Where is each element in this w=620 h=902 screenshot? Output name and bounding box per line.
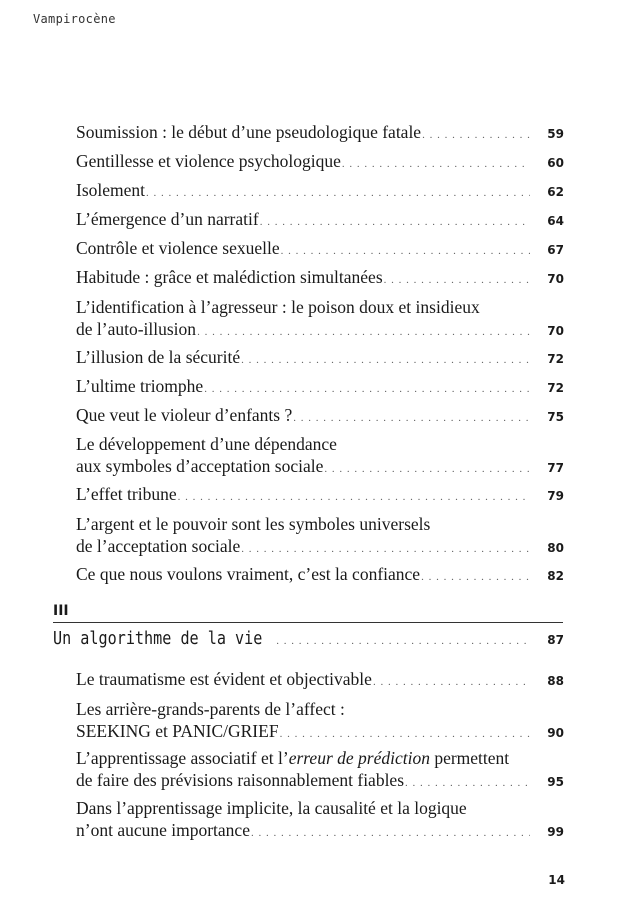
toc-entry[interactable] bbox=[76, 483, 564, 508]
toc-entry-title: Contrôle et violence sexuelle bbox=[76, 238, 280, 258]
toc-entry[interactable] bbox=[76, 797, 564, 844]
dot-leader bbox=[384, 269, 530, 291]
toc-entry-title: L’identification à l’agresseur : le poison doux et insidieux bbox=[76, 297, 480, 317]
toc-entry-title-part: L’apprentissage associatif et l’ bbox=[76, 748, 289, 768]
section-title: Un algorithme de la vie bbox=[53, 628, 263, 649]
toc-entry[interactable] bbox=[76, 433, 564, 480]
toc-entry[interactable] bbox=[76, 150, 564, 175]
toc-page-number: 79 bbox=[547, 489, 564, 503]
toc-entry[interactable] bbox=[76, 266, 564, 291]
toc-entry-title-part: permettent bbox=[429, 748, 510, 768]
dot-leader bbox=[276, 635, 530, 647]
toc-entry-title: Isolement bbox=[76, 180, 146, 200]
toc-entry[interactable] bbox=[76, 668, 564, 693]
toc-page-number: 87 bbox=[547, 633, 564, 647]
toc-entry-title: Dans l’apprentissage implicite, la causalité et la logique bbox=[76, 798, 467, 818]
toc-entry-title: Habitude : grâce et malédiction simultanées bbox=[76, 267, 383, 287]
toc-entry-title-cont: de l’auto-illusion bbox=[76, 319, 197, 339]
toc-entry[interactable] bbox=[76, 346, 564, 371]
toc-entry-title: Gentillesse et violence psychologique bbox=[76, 151, 341, 171]
toc-entry[interactable] bbox=[76, 513, 564, 560]
dot-leader bbox=[178, 486, 530, 508]
toc-entry-title-cont: de l’acceptation sociale bbox=[76, 536, 241, 556]
toc-entry-title-cont: de faire des prévisions raisonnablement fiables bbox=[76, 770, 405, 790]
toc-page-number: 88 bbox=[547, 674, 564, 688]
toc-entry[interactable] bbox=[76, 237, 564, 262]
toc-page-number: 90 bbox=[547, 726, 564, 740]
toc-section-heading[interactable] bbox=[53, 628, 564, 649]
toc-entry[interactable] bbox=[76, 404, 564, 429]
toc-page-number: 72 bbox=[547, 352, 564, 366]
toc-page-number: 72 bbox=[547, 381, 564, 395]
toc-page-number: 80 bbox=[547, 541, 564, 555]
toc-entry-title-cont: aux symboles d’acceptation sociale bbox=[76, 456, 324, 476]
dot-leader bbox=[422, 124, 530, 146]
dot-leader bbox=[281, 240, 530, 262]
toc-entry[interactable] bbox=[76, 179, 564, 204]
toc-entry-title: Le traumatisme est évident et objectivable bbox=[76, 669, 372, 689]
dot-leader bbox=[324, 458, 530, 480]
toc-entry-title: L’argent et le pouvoir sont les symboles universels bbox=[76, 514, 431, 534]
dot-leader bbox=[342, 153, 530, 175]
toc-entry[interactable] bbox=[76, 563, 564, 588]
toc-page-number: 59 bbox=[547, 127, 564, 141]
toc-entry-title-italic: erreur de prédiction bbox=[288, 748, 430, 768]
toc-entry-title: L’émergence d’un narratif bbox=[76, 209, 259, 229]
toc-page-number: 67 bbox=[547, 243, 564, 257]
dot-leader bbox=[197, 321, 530, 343]
toc-entry-title: Que veut le violeur d’enfants ? bbox=[76, 405, 293, 425]
toc-entry-title: L’effet tribune bbox=[76, 484, 177, 504]
toc-page-number: 99 bbox=[547, 825, 564, 839]
toc-entry-title: Ce que nous voulons vraiment, c’est la confiance bbox=[76, 564, 421, 584]
toc-page-number: 75 bbox=[547, 410, 564, 424]
dot-leader bbox=[293, 407, 530, 429]
dot-leader bbox=[405, 772, 530, 794]
toc-page-number: 77 bbox=[547, 461, 564, 475]
toc-entry-title: Soumission : le début d’une pseudologique fatale bbox=[76, 122, 422, 142]
dot-leader bbox=[241, 349, 530, 371]
toc-entry-title: Le développement d’une dépendance bbox=[76, 434, 337, 454]
dot-leader bbox=[260, 211, 530, 233]
toc-page-number: 95 bbox=[547, 775, 564, 789]
dot-leader bbox=[280, 723, 530, 745]
section-number: III bbox=[53, 603, 69, 619]
toc-entry[interactable] bbox=[76, 296, 564, 343]
dot-leader bbox=[251, 822, 530, 844]
toc-entry-title-cont: SEEKING et PANIC/GRIEF bbox=[76, 721, 279, 741]
dot-leader bbox=[373, 671, 530, 693]
toc-page-number: 70 bbox=[547, 272, 564, 286]
dot-leader bbox=[421, 566, 530, 588]
dot-leader bbox=[241, 538, 530, 560]
toc-entry-title: L’illusion de la sécurité bbox=[76, 347, 241, 367]
toc-entry[interactable] bbox=[76, 375, 564, 400]
toc-entry-title: L’ultime triomphe bbox=[76, 376, 204, 396]
dot-leader bbox=[146, 182, 530, 204]
toc-page-number: 62 bbox=[547, 185, 564, 199]
toc-entry[interactable] bbox=[76, 208, 564, 233]
toc-page-number: 60 bbox=[547, 156, 564, 170]
dot-leader bbox=[204, 378, 530, 400]
toc-entry[interactable] bbox=[76, 698, 564, 745]
toc-page-number: 82 bbox=[547, 569, 564, 583]
toc-entry-title: Les arrière-grands-parents de l’affect : bbox=[76, 699, 345, 719]
running-head: Vampirocène bbox=[33, 12, 116, 26]
toc-page-number: 64 bbox=[547, 214, 564, 228]
section-divider bbox=[53, 622, 563, 623]
toc-entry-title-cont: n’ont aucune importance bbox=[76, 820, 250, 840]
page-folio: 14 bbox=[548, 873, 565, 887]
toc-entry[interactable] bbox=[76, 121, 564, 146]
toc-page-number: 70 bbox=[547, 324, 564, 338]
toc-entry[interactable] bbox=[76, 747, 564, 794]
toc-entry-title bbox=[76, 747, 509, 769]
